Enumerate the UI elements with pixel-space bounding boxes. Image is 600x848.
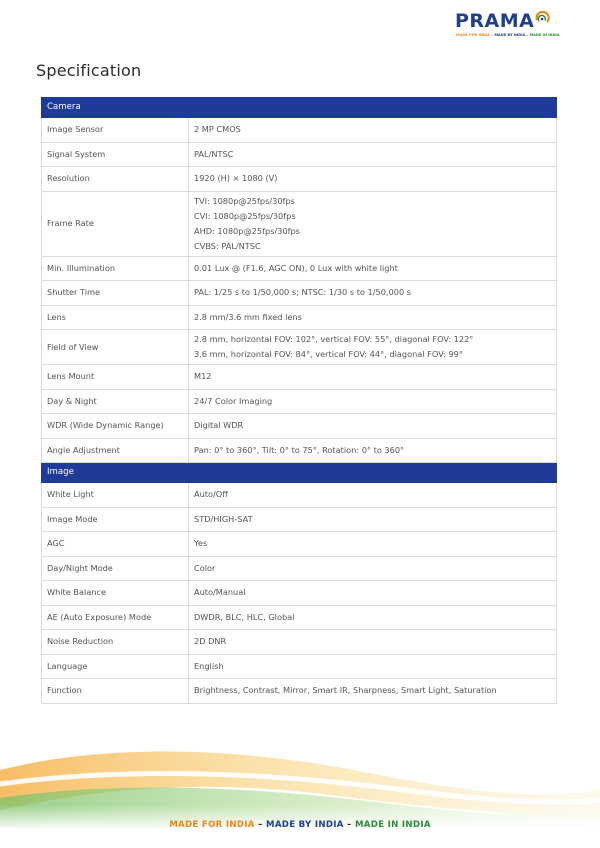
footer-part-3: MADE IN INDIA <box>354 820 431 830</box>
spec-row <box>42 654 557 679</box>
spec-value-line: DWDR, BLC, HLC, Global <box>194 611 295 622</box>
spec-value <box>189 167 557 192</box>
spec-row <box>42 438 557 463</box>
spec-label: White Light <box>42 483 189 508</box>
spec-value-line: CVI: 1080p@25fps/30fps <box>194 210 296 221</box>
spec-row <box>42 118 557 143</box>
spec-label: Image Sensor <box>42 118 189 143</box>
spec-value <box>189 679 557 704</box>
spec-value <box>189 630 557 655</box>
spec-value-line: PAL: 1/25 s to 1/50,000 s; NTSC: 1/30 s to 1/50,000 s <box>194 287 412 298</box>
spec-row <box>42 191 557 256</box>
spec-value-line: TVI: 1080p@25fps/30fps <box>194 195 295 206</box>
section-header-row <box>42 98 557 118</box>
spec-value <box>189 191 557 256</box>
spec-label: AGC <box>42 532 189 557</box>
spec-value-line: Brightness, Contrast, Mirror, Smart IR, Sharpness, Smart Light, Saturation <box>194 685 497 696</box>
spec-value <box>189 256 557 281</box>
spec-value-line: Digital WDR <box>194 420 244 431</box>
spec-label: Angle Adjustment <box>42 438 189 463</box>
spec-value-line: M12 <box>194 371 212 382</box>
spec-label: Signal System <box>42 142 189 167</box>
spec-row <box>42 281 557 306</box>
spec-row <box>42 630 557 655</box>
spec-row <box>42 679 557 704</box>
footer-separator-2: – <box>347 820 352 830</box>
logo-tag-3: MADE IN INDIA <box>529 33 560 37</box>
spec-row <box>42 167 557 192</box>
spec-value <box>189 581 557 606</box>
spec-value-line: 24/7 Color Imaging <box>194 395 273 406</box>
section-title: Image <box>42 463 557 483</box>
spec-value <box>189 438 557 463</box>
spec-row <box>42 483 557 508</box>
spec-value <box>189 330 557 365</box>
spec-label: Day/Night Mode <box>42 556 189 581</box>
section-header-row <box>42 463 557 483</box>
spec-label: Field of View <box>42 330 189 365</box>
section-title: Camera <box>42 98 557 118</box>
footer-tagline <box>0 820 600 830</box>
footer-separator-1: – <box>258 820 263 830</box>
spec-value-line: Yes <box>194 538 208 549</box>
spec-value-line: AHD: 1080p@25fps/30fps <box>194 225 300 236</box>
spec-label: Frame Rate <box>42 191 189 256</box>
spec-value <box>189 654 557 679</box>
spec-row <box>42 256 557 281</box>
spec-label: Resolution <box>42 167 189 192</box>
spec-label: Lens <box>42 305 189 330</box>
spec-value-line: Color <box>194 562 216 573</box>
spec-value-line: STD/HIGH-SAT <box>194 513 253 524</box>
spec-label: AE (Auto Exposure) Mode <box>42 605 189 630</box>
spec-value-line: Auto/Off <box>194 489 228 500</box>
spec-label: WDR (Wide Dynamic Range) <box>42 414 189 439</box>
spec-value <box>189 281 557 306</box>
spec-label: Lens Mount <box>42 365 189 390</box>
spec-value-line: 0.01 Lux @ (F1.6, AGC ON), 0 Lux with white light <box>194 262 398 273</box>
spec-row <box>42 389 557 414</box>
spec-value-line: 3.6 mm, horizontal FOV: 84°, vertical FOV: 44°, diagonal FOV: 99° <box>194 349 463 359</box>
spec-value-line: Pan: 0° to 360°, Tilt: 0° to 75°, Rotation: 0° to 360° <box>194 444 405 455</box>
logo-swirl-icon <box>534 11 550 27</box>
logo-tag-1: MADE FOR INDIA <box>456 33 491 37</box>
spec-row <box>42 365 557 390</box>
spec-value-line: 1920 (H) × 1080 (V) <box>194 173 278 184</box>
spec-value <box>189 556 557 581</box>
spec-value-line: Auto/Manual <box>194 587 246 598</box>
spec-row <box>42 414 557 439</box>
logo-tag-2: MADE BY INDIA <box>494 33 526 37</box>
spec-row <box>42 605 557 630</box>
spec-row <box>42 142 557 167</box>
spec-value <box>189 507 557 532</box>
spec-label: Min. Illumination <box>42 256 189 281</box>
spec-value-line: 2D DNR <box>194 636 227 647</box>
spec-value-line: PAL/NTSC <box>194 148 234 159</box>
prama-logo <box>452 10 560 40</box>
spec-row <box>42 507 557 532</box>
spec-label: Day & Night <box>42 389 189 414</box>
page-title: Specification <box>36 61 142 80</box>
logo-wordmark: PRAMA <box>455 10 535 32</box>
spec-value <box>189 142 557 167</box>
spec-value-line: 2.8 mm/3.6 mm fixed lens <box>194 311 302 322</box>
spec-value <box>189 118 557 143</box>
spec-row <box>42 556 557 581</box>
logo-tagline: MADE FOR INDIA – MADE BY INDIA – MADE IN INDIA <box>456 33 560 37</box>
tricolor-swoosh-decoration <box>0 720 600 830</box>
spec-value-line: 2 MP CMOS <box>194 124 241 135</box>
spec-value-line: English <box>194 660 224 671</box>
spec-label: Noise Reduction <box>42 630 189 655</box>
spec-row <box>42 532 557 557</box>
spec-value <box>189 483 557 508</box>
footer-part-2: MADE BY INDIA <box>265 820 344 830</box>
spec-value <box>189 532 557 557</box>
spec-label: Shutter Time <box>42 281 189 306</box>
spec-label: Image Mode <box>42 507 189 532</box>
spec-value-line: 2.8 mm, horizontal FOV: 102°, vertical FOV: 55°, diagonal FOV: 122° <box>194 334 474 344</box>
spec-row <box>42 330 557 365</box>
spec-value <box>189 389 557 414</box>
spec-value-line: CVBS: PAL/NTSC <box>194 240 261 251</box>
footer-part-1: MADE FOR INDIA <box>169 820 255 830</box>
spec-row <box>42 581 557 606</box>
spec-label: Language <box>42 654 189 679</box>
spec-label: Function <box>42 679 189 704</box>
spec-value <box>189 305 557 330</box>
spec-label: White Balance <box>42 581 189 606</box>
spec-value <box>189 365 557 390</box>
spec-row <box>42 305 557 330</box>
spec-value <box>189 605 557 630</box>
spec-value <box>189 414 557 439</box>
specification-table <box>41 97 557 704</box>
